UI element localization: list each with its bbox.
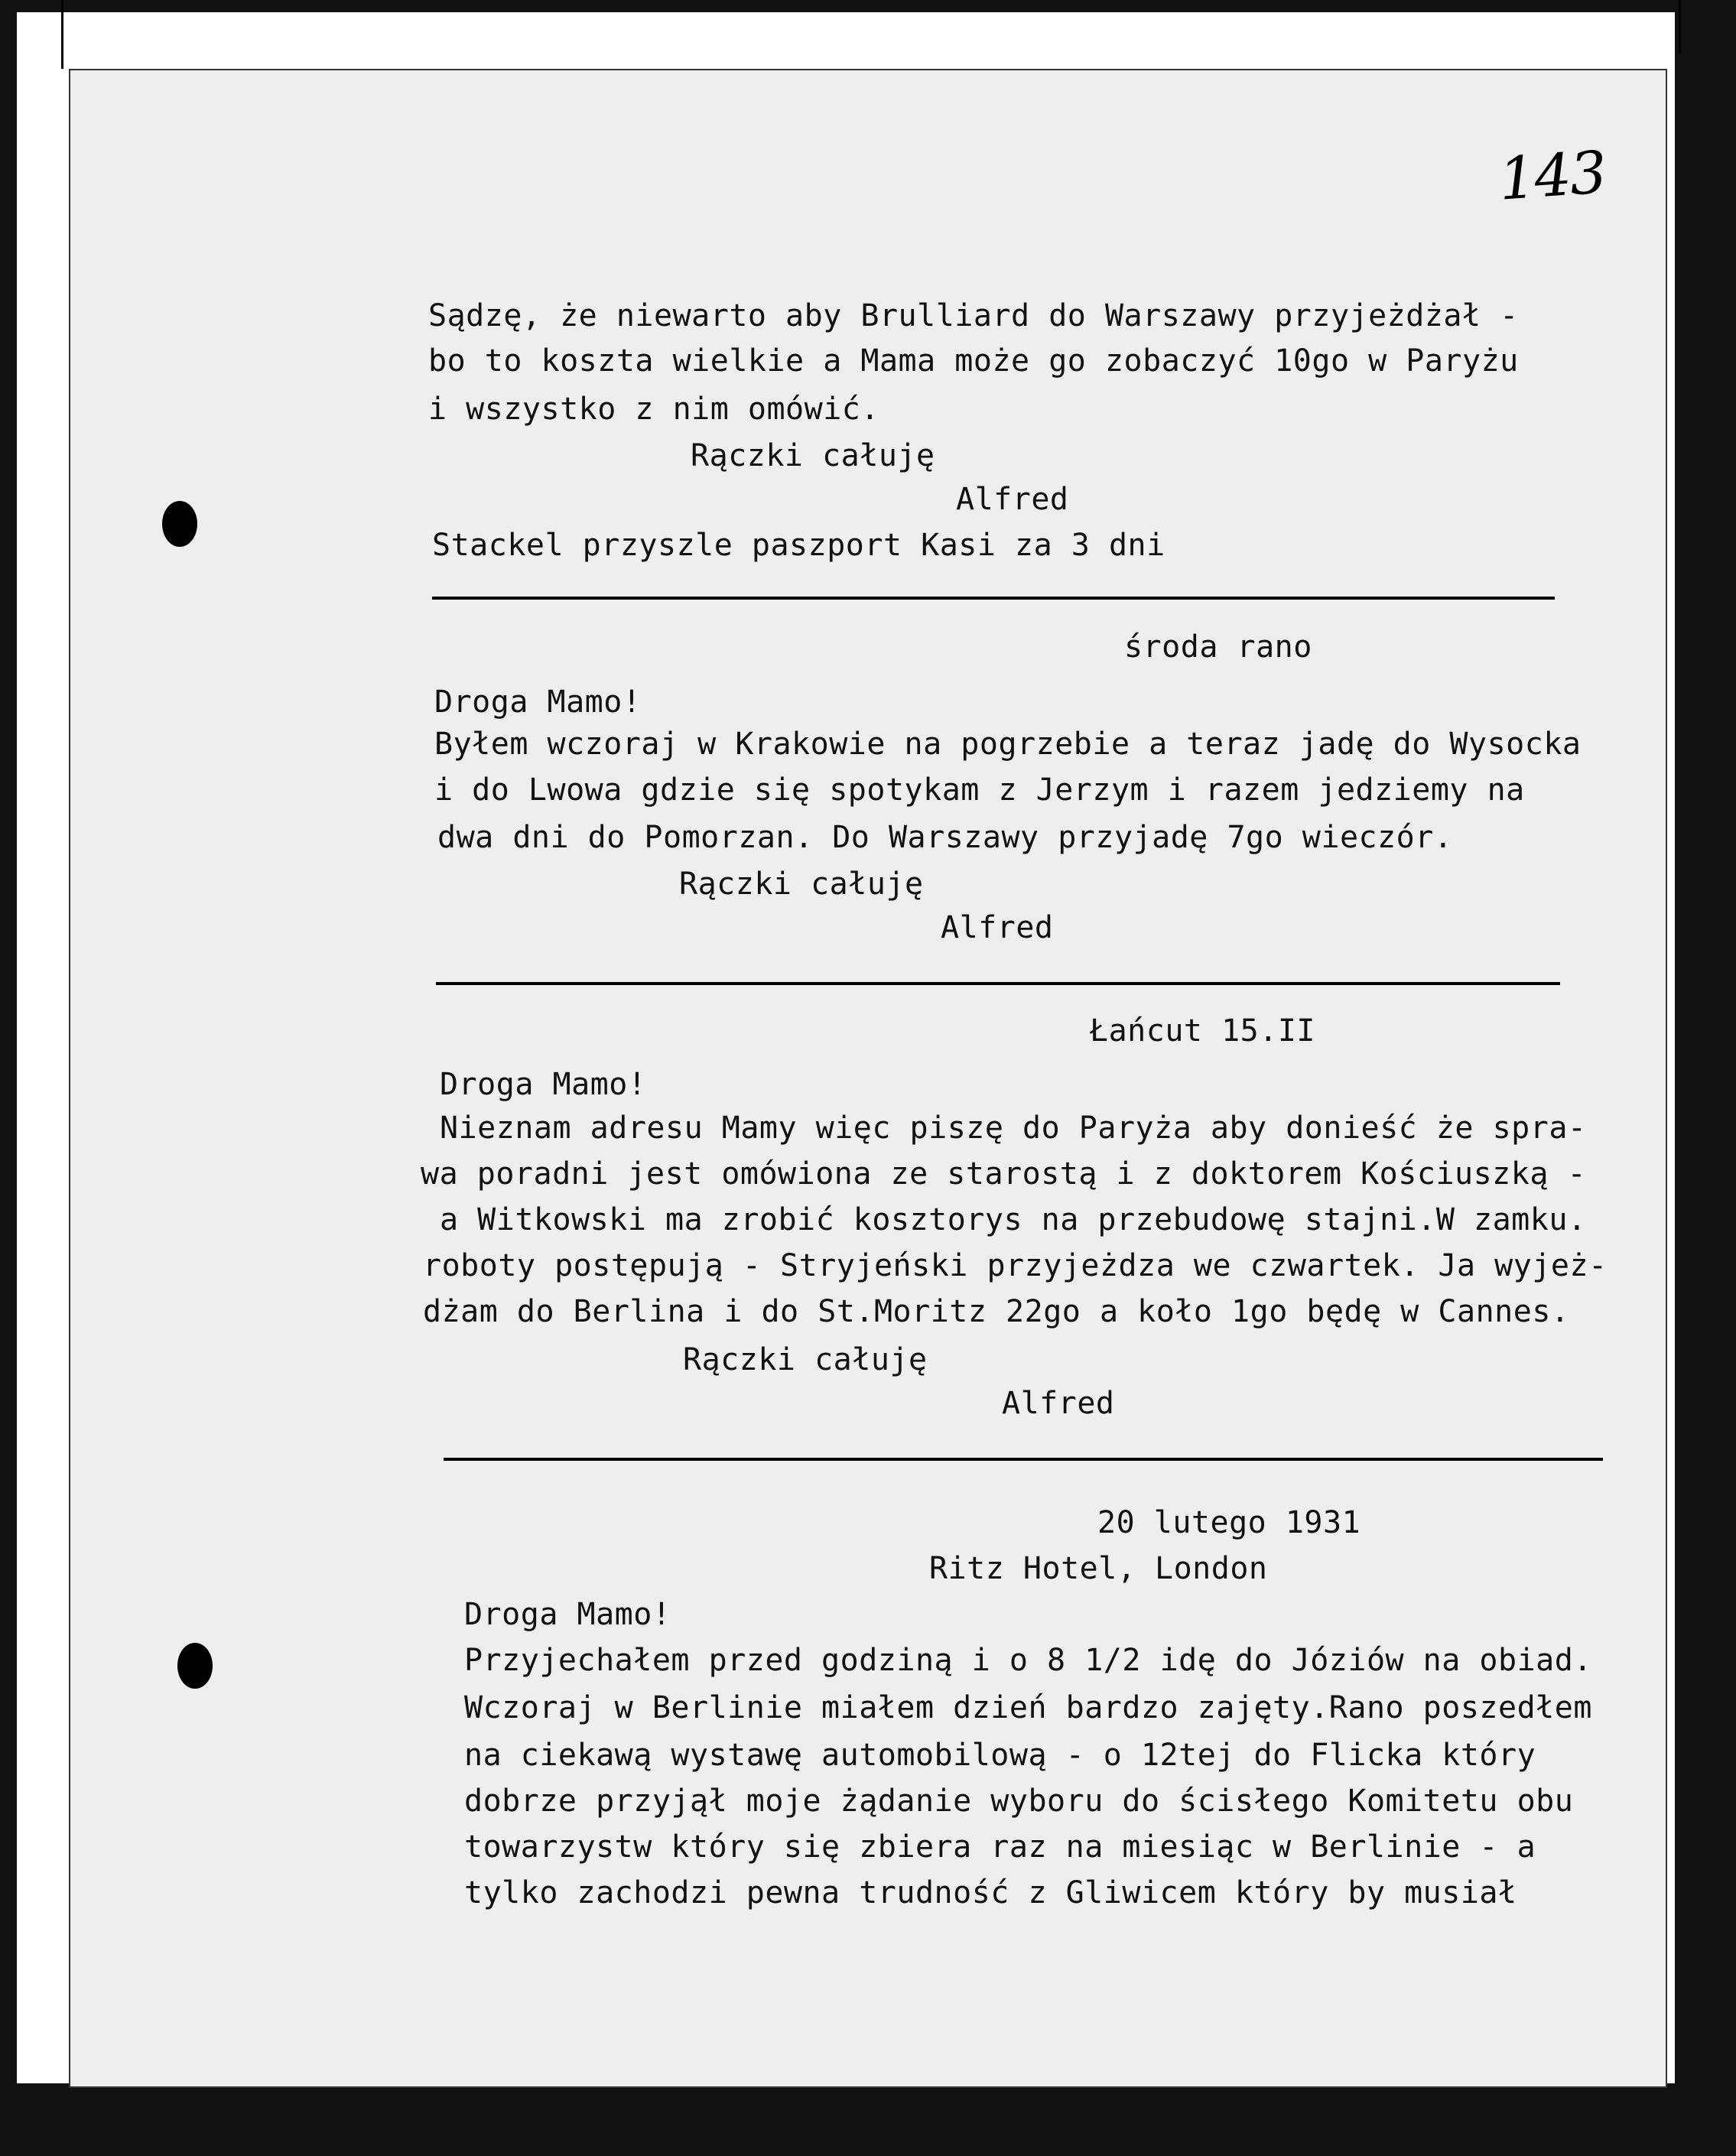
letter-1-body-line: bo to koszta wielkie a Mama może go zobaczyć 10go w Paryżu <box>428 343 1519 379</box>
letter-4-body-line: Wczoraj w Berlinie miałem dzień bardzo zajęty.Rano poszedłem <box>464 1690 1592 1725</box>
letter-4-salutation: Droga Mamo! <box>464 1597 671 1632</box>
film-edge-bottom <box>0 2083 1736 2156</box>
letter-4-body-line: Przyjechałem przed godziną i o 8 1/2 idę do Józiów na obiad. <box>464 1643 1592 1678</box>
letter-3-signature: Alfred <box>1002 1386 1115 1421</box>
film-edge-top <box>0 0 1736 12</box>
letter-4-body-line: dobrze przyjął moje żądanie wyboru do ścisłego Komitetu obu <box>464 1784 1574 1819</box>
punch-hole-top <box>162 501 197 547</box>
page-number: 143 <box>1497 138 1608 213</box>
letter-1-body-line: i wszystko z nim omówić. <box>428 392 879 427</box>
letter-3-body-line: Nieznam adresu Mamy więc piszę do Paryża aby donieść że spra- <box>440 1111 1587 1146</box>
letter-2-closing: Rączki całuję <box>679 867 924 902</box>
letter-1-signature: Alfred <box>956 482 1069 517</box>
binder-mark-right <box>1679 0 1681 54</box>
letter-3-body-line: roboty postępują - Stryjeński przyjeżdza we czwartek. Ja wyjeż- <box>423 1248 1608 1283</box>
punch-hole-bottom <box>177 1643 213 1689</box>
letter-3-salutation: Droga Mamo! <box>440 1067 647 1102</box>
binder-mark-left <box>61 0 63 69</box>
letter-1-body-line: Sądzę, że niewarto aby Brulliard do Warszawy przyjeżdżał - <box>428 298 1519 333</box>
letter-3-body-line: a Witkowski ma zrobić kosztorys na przebudowę stajni.W zamku. <box>440 1202 1587 1237</box>
letter-2-body-line: i do Lwowa gdzie się spotykam z Jerzym i razem jedziemy na <box>434 772 1525 808</box>
letter-2-signature: Alfred <box>941 910 1054 945</box>
separator-rule <box>436 982 1560 985</box>
letter-3-closing: Rączki całuję <box>683 1342 928 1377</box>
letter-2-salutation: Droga Mamo! <box>434 685 642 720</box>
letter-3-dateline: Łańcut 15.II <box>1090 1013 1315 1049</box>
letter-3-body-line: dżam do Berlina i do St.Moritz 22go a koło 1go będę w Cannes. <box>423 1294 1570 1329</box>
letter-2-body-line: dwa dni do Pomorzan. Do Warszawy przyjadę 7go wieczór. <box>437 820 1453 855</box>
letter-2-dateline: środa rano <box>1124 629 1312 665</box>
letter-4-body-line: na ciekawą wystawę automobilową - o 12tej do Flicka który <box>464 1738 1536 1773</box>
letter-1-postscript: Stackel przyszle paszport Kasi za 3 dni <box>432 528 1165 563</box>
letter-4-body-line: tylko zachodzi pewna trudność z Gliwicem który by musiał <box>464 1875 1517 1910</box>
film-edge-right <box>1675 0 1736 2156</box>
separator-rule <box>444 1458 1603 1461</box>
letter-4-dateline: 20 lutego 1931 <box>1097 1505 1361 1540</box>
letter-4-body-line: towarzystw który się zbiera raz na miesiąc w Berlinie - a <box>464 1829 1536 1865</box>
letter-3-body-line: wa poradni jest omówiona ze starostą i z doktorem Kościuszką - <box>421 1156 1587 1192</box>
separator-rule <box>432 597 1555 600</box>
letter-1-closing: Rączki całuję <box>691 438 935 473</box>
letter-4-place: Ritz Hotel, London <box>929 1551 1268 1586</box>
letter-2-body-line: Byłem wczoraj w Krakowie na pogrzebie a teraz jadę do Wysocka <box>434 727 1582 762</box>
film-edge-left <box>0 0 17 2156</box>
